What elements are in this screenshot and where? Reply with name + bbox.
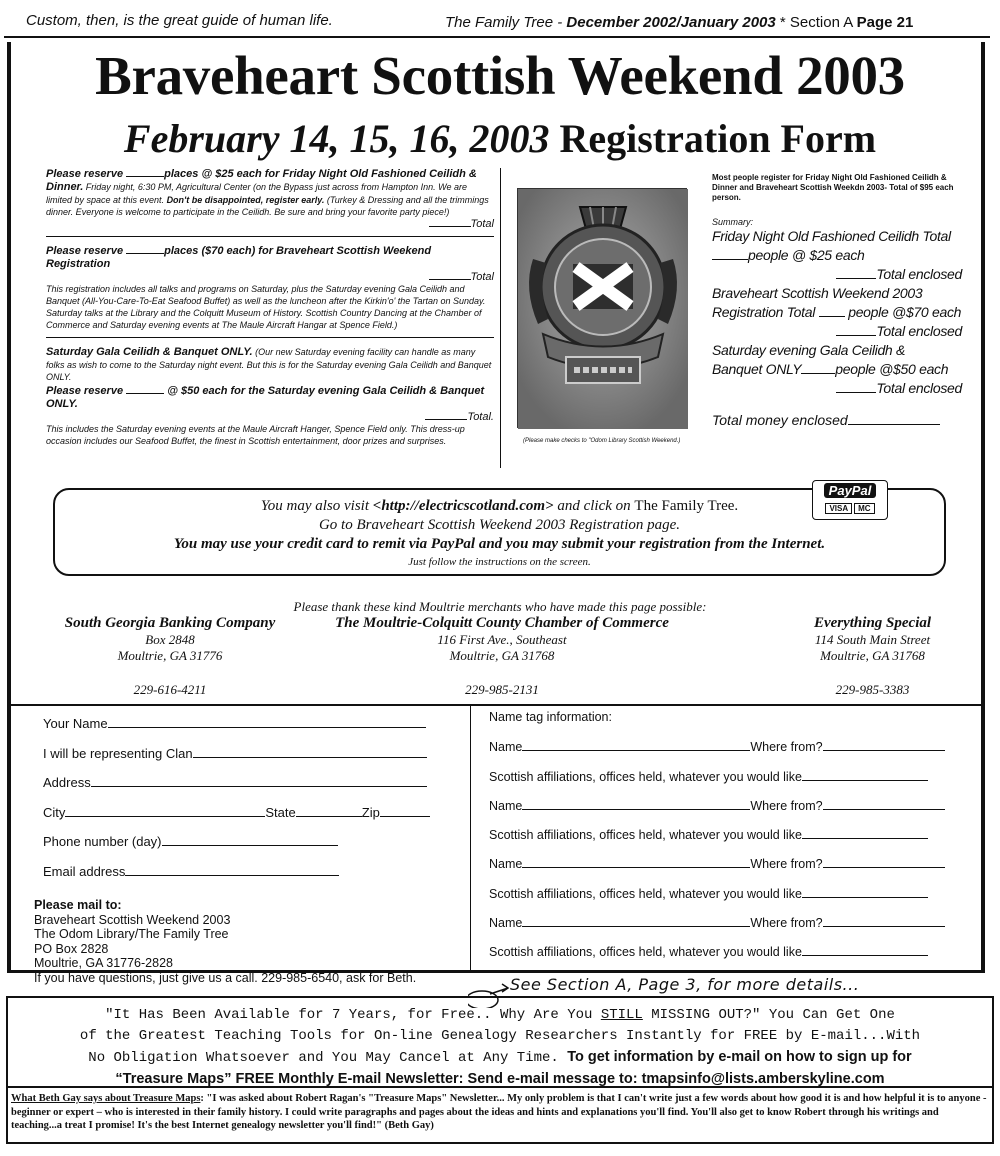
paypal-credit-line: You may use your credit card to remit via PayPal and you may submit your registration from the Internet.	[173, 536, 826, 552]
where-from-label: Where from?	[750, 798, 823, 813]
beth-gay-quote	[6, 1088, 994, 1144]
paypal-wordmark: PayPal	[824, 483, 877, 498]
affiliations-row-4[interactable]	[489, 944, 959, 973]
address-label: Address	[43, 775, 91, 790]
summary-column	[712, 173, 962, 428]
promo-text: .. Why Are You	[474, 1007, 601, 1023]
quote-lead: What Beth Gay says about Treasure Maps	[11, 1093, 201, 1104]
header-star: *	[775, 14, 790, 31]
name-label: Name	[489, 857, 523, 872]
name-tag-heading: Name tag information:	[489, 710, 612, 724]
gala-only-label: Banquet ONLY	[712, 361, 802, 377]
where-from-label: Where from?	[750, 740, 823, 755]
page-subtitle	[0, 115, 1000, 162]
merchant-address: 114 South Main Street	[814, 632, 931, 647]
divider	[46, 337, 494, 338]
registration-page-line: Go to Braveheart Scottish Weekend 2003 Registration page.	[318, 517, 681, 533]
clan-label: I will be representing Clan	[43, 745, 193, 761]
friday-summary-label: Friday Night Old Fashioned Ceilidh Total	[712, 228, 951, 244]
weekend-places-blank[interactable]	[126, 245, 164, 254]
email-label: Email address	[43, 863, 126, 879]
weekend-reg-label: Registration Total	[712, 304, 819, 320]
credit-card-icons	[813, 503, 887, 514]
merchant-name: Everything Special	[813, 615, 932, 631]
paypal-logo	[812, 480, 888, 520]
column-divider	[500, 168, 501, 468]
family-tree-label: The Family Tree.	[634, 498, 739, 514]
promo-email-line: “Treasure Maps” FREE Monthly E-mail Newsletter: Send e-mail message to: tmapsinfo@lists.amberskyline.com	[115, 1071, 885, 1087]
weekend-total[interactable]	[46, 271, 494, 283]
quote-colon: :	[200, 1093, 207, 1104]
name-label: Name	[489, 740, 523, 755]
section-label: Section A	[789, 14, 857, 31]
weekend-section	[46, 245, 494, 331]
mail-questions: If you have questions, just give us a call. 229-985-6540, ask for Beth.	[34, 970, 417, 985]
name-tag-form	[489, 710, 959, 974]
gala-total-label: Total.	[467, 411, 494, 423]
weekend-body: This registration includes all talks and programs on Saturday, plus the Saturday evening Gala Ceilidh and Banquet (All-You-Care-To-Eat Seafood Buffet) as well as the luncheon after the Kirkin'o' the Tartan on Sunday. Saturday talks at the Library and the Colquitt Museum of History. Scottish Country Dancing at the Chamber of Commerce and Saturday evening events at The Maule Aircraft Hangar at Spence Field.)	[46, 284, 486, 330]
header-quote: Custom, then, is the great guide of human life.	[26, 12, 333, 29]
ceilidh-reserve-label: Please reserve	[46, 168, 127, 180]
header-rule	[4, 36, 990, 38]
gala-total[interactable]	[46, 411, 494, 423]
register-note: Most people register for Friday Night Old Fashioned Ceilidh & Dinner and Braveheart Scottish Weekdn 2003- Total of $95 each person.	[712, 173, 954, 202]
ceilidh-heading: places @ $25 each for Friday Night Old Fashioned Ceilidh & Dinner.	[46, 168, 477, 193]
ceilidh-total-label: Total	[470, 218, 494, 230]
promo-line-2: of the Greatest Teaching Tools for On-line Genealogy Researchers Instantly for FREE by E-mail...With	[79, 1028, 921, 1044]
merchant-city: Moultrie, GA 31768	[449, 648, 555, 663]
quote-author: (Beth Gay)	[381, 1120, 434, 1131]
ceilidh-places-blank[interactable]	[126, 168, 164, 177]
mail-line: Braveheart Scottish Weekend 2003	[34, 912, 231, 927]
name-field[interactable]	[43, 716, 443, 746]
merchant-phone: 229-985-2131	[465, 682, 539, 697]
page-header	[0, 0, 1000, 38]
total-enclosed-label: Total enclosed	[876, 323, 962, 339]
weekend-total-label: Total	[470, 271, 494, 283]
weekend-total-row[interactable]	[712, 322, 962, 341]
clan-field[interactable]	[43, 746, 443, 776]
form-label: Registration Form	[549, 116, 877, 161]
visit-text: You may also visit	[260, 498, 373, 514]
treasure-maps-promo	[6, 996, 994, 1088]
gala-section	[46, 346, 494, 447]
instructions-line: Just follow the instructions on the screen.	[408, 556, 591, 568]
merchant-name: The Moultrie-Colquitt County Chamber of Commerce	[335, 615, 669, 631]
visa-icon: VISA	[825, 503, 852, 514]
visit-line	[55, 498, 944, 515]
phone-label: Phone number (day)	[43, 834, 162, 849]
event-dates: February 14, 15, 16, 2003	[123, 116, 550, 161]
ceilidh-body: Friday night, 6:30 PM, Agricultural Center (on the Bypass just across from Hampton Inn. We are limited by space at this event.	[46, 182, 467, 205]
affiliations-label: Scottish affiliations, offices held, whatever you would like	[489, 769, 802, 784]
address-field[interactable]	[43, 775, 443, 805]
mail-to-block	[34, 898, 474, 985]
merchant-name: South Georgia Banking Company	[64, 615, 276, 631]
merchant-south-georgia-banking	[30, 615, 310, 698]
page-number: Page 21	[856, 14, 914, 31]
weekend-reserve-label: Please reserve	[46, 245, 127, 257]
promo-text: MISSING OUT?" You Can Get One	[642, 1007, 895, 1023]
visit-text-2: and click on	[553, 498, 635, 514]
merchant-address: 116 First Ave., Southeast	[437, 632, 567, 647]
issue-date: December 2002/January 2003	[566, 14, 776, 31]
name-tag-row-2[interactable]	[489, 798, 959, 827]
emblem-icon	[518, 189, 688, 429]
braveheart-emblem-photo	[517, 188, 687, 428]
merchant-city: Moultrie, GA 31768	[820, 648, 925, 663]
mastercard-icon: MC	[854, 503, 874, 514]
merchant-city: Moultrie, GA 31776	[117, 648, 223, 663]
publication-name: The Family Tree -	[445, 14, 567, 31]
gala-summary-label: Saturday evening Gala Ceilidh &	[712, 342, 906, 358]
merchant-phone: 229-616-4211	[133, 682, 207, 697]
gala-places-blank[interactable]	[126, 385, 164, 394]
name-tag-row-4[interactable]	[489, 915, 959, 944]
name-label: Name	[489, 916, 523, 931]
gala-intro: (Our new Saturday evening facility can handle as many folks as wish to come to the Saturday night event. But this is for the Saturday evening Gala Ceilidh and Banquet ONLY.	[46, 347, 492, 382]
gala-reserve-label: Please reserve	[46, 385, 127, 397]
merchant-everything-special	[770, 615, 975, 698]
gala-heading: Saturday Gala Ceilidh & Banquet ONLY.	[46, 346, 253, 358]
gala-body: This includes the Saturday evening events at the Maule Aircraft Hanger, Spence Field only. This dress-up occasion includes our Seafood Buffet, the finest in Scottish entertainment, door prizes and surprises.	[46, 424, 465, 446]
weekend-heading: places ($70 each) for Braveheart Scottish Weekend Registration	[46, 245, 432, 270]
mail-heading: Please mail to:	[34, 898, 122, 912]
weekend-summary-label: Braveheart Scottish Weekend 2003	[712, 285, 923, 301]
zip-label: Zip	[361, 804, 380, 820]
ceilidh-register-early: Don't be disappointed, register early.	[166, 195, 325, 205]
friday-people-label: people @ $25 each	[748, 247, 865, 263]
promo-line-1	[8, 1005, 992, 1026]
promo-still-word: STILL	[600, 1007, 643, 1023]
electricscotland-link[interactable]: <http://electricscotland.com>	[372, 498, 554, 514]
emblem-caption: (Please make checks to "Odom Library Scottish Weekend.)	[523, 438, 681, 444]
form-divider	[11, 704, 985, 706]
name-label: Your Name	[43, 716, 108, 731]
promo-line-3	[8, 1047, 992, 1069]
affiliations-row-1[interactable]	[489, 769, 959, 798]
ceilidh-body-2: (Turkey & Dressing and all the trimmings dinner. Everyone is welcome to participate in the Ceilidh. Be sure and bring your favorite party piece!)	[46, 195, 489, 217]
affiliations-label: Scottish affiliations, offices held, whatever you would like	[489, 945, 802, 960]
promo-signup-text: To get information by e-mail on how to sign up for	[567, 1049, 912, 1065]
page-title: Braveheart Scottish Weekend 2003	[95, 45, 905, 106]
merchant-phone: 229-985-3383	[835, 682, 910, 697]
affiliations-row-2[interactable]	[489, 827, 959, 856]
gala-people-label: people @$50 each	[835, 361, 949, 377]
affiliations-label: Scottish affiliations, offices held, whatever you would like	[489, 886, 802, 901]
summary-label: Summary:	[712, 217, 754, 227]
weekend-people-row[interactable]	[712, 303, 962, 322]
state-label: State	[265, 804, 296, 820]
friday-people-row[interactable]	[712, 246, 962, 265]
where-from-label: Where from?	[750, 857, 823, 872]
registration-options	[46, 168, 494, 447]
affiliations-row-3[interactable]	[489, 886, 959, 915]
handwritten-note: See Section A, Page 3, for more details...	[510, 975, 860, 994]
promo-text: "It Has Been Available for 7 Years, for	[105, 1007, 442, 1023]
divider	[46, 236, 494, 237]
total-enclosed-label: Total enclosed	[876, 380, 962, 396]
ceilidh-section	[46, 168, 494, 230]
header-publication	[445, 14, 913, 31]
promo-free-word: Free	[441, 1007, 475, 1023]
promo-text: No Obligation Whatsoever and You May Cancel at Any Time.	[88, 1050, 568, 1066]
merchant-thanks: Please thank these kind Moultrie merchants who have made this page possible:	[293, 599, 707, 614]
email-field[interactable]	[43, 864, 443, 894]
city-label: City	[43, 804, 66, 820]
quote-body: "I was asked about Robert Ragan's "Treasure Maps" Newsletter... My only problem is that I can't write just a few words about how good it is and how helpful it is to anyone - beginner or expert – who is interested in their family history. I could write paragraphs and pages about the ideas and hints and explanations you'll find. You'll also get to know Robert through his writings and teaching...a treat I promise! It's the best Internet genealogy newsletter you'll find!"	[11, 1093, 987, 1131]
friday-total-row[interactable]	[712, 265, 962, 284]
merchant-chamber-of-commerce	[312, 615, 692, 698]
name-tag-row-3[interactable]	[489, 856, 959, 885]
mail-line: Moultrie, GA 31776-2828	[34, 956, 173, 970]
contact-form	[43, 716, 443, 893]
phone-field[interactable]	[43, 834, 443, 864]
mail-line: PO Box 2828	[34, 941, 109, 956]
weekend-people-label: people @$70 each	[844, 304, 962, 320]
gala-total-row[interactable]	[712, 379, 962, 398]
ceilidh-total[interactable]	[46, 218, 494, 230]
gala-reserve-text: @ $50 each for the Saturday evening Gala Ceilidh & Banquet ONLY.	[46, 385, 485, 410]
total-money-row[interactable]	[712, 412, 962, 428]
mail-line: The Odom Library/The Family Tree	[34, 927, 229, 941]
affiliations-label: Scottish affiliations, offices held, whatever you would like	[489, 828, 802, 843]
total-money-label: Total money enclosed	[712, 412, 848, 428]
total-enclosed-label: Total enclosed	[876, 266, 962, 282]
name-label: Name	[489, 798, 523, 813]
name-tag-row-1[interactable]	[489, 739, 959, 768]
where-from-label: Where from?	[750, 916, 823, 931]
city-state-zip-field[interactable]	[43, 805, 443, 835]
gala-people-row[interactable]	[712, 360, 962, 379]
merchant-address: Box 2848	[145, 632, 195, 647]
